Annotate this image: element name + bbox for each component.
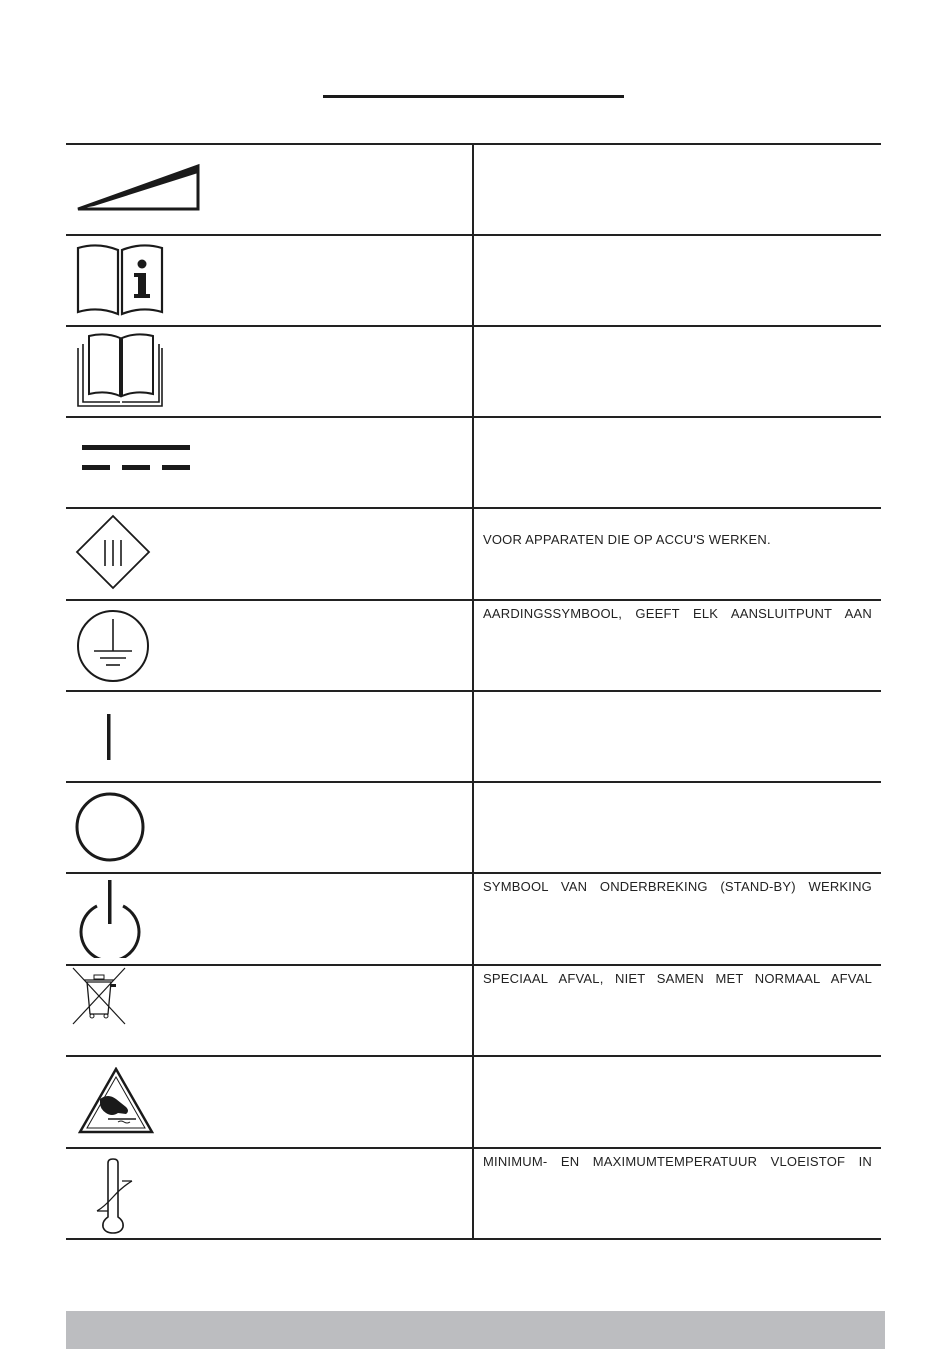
row-description: MINIMUM- EN MAXIMUMTEMPERATUUR VLOEISTOF IN	[483, 1154, 872, 1169]
icon-cell	[66, 143, 472, 234]
table-row	[66, 416, 881, 507]
table-row	[66, 325, 881, 416]
table-row	[66, 1055, 881, 1146]
manual-info-icon	[74, 240, 166, 318]
table-row	[66, 507, 881, 598]
row-description: VOOR APPARATEN DIE OP ACCU'S WERKEN.	[483, 532, 771, 547]
icon-cell	[66, 599, 472, 690]
protective-earth-icon	[74, 607, 152, 685]
row-description: AARDINGSSYMBOOL, GEEFT ELK AANSLUITPUNT AAN	[483, 606, 872, 621]
standby-icon	[78, 878, 142, 958]
ramp-triangle-icon	[76, 161, 201, 213]
table-row	[66, 872, 881, 963]
table-row	[66, 781, 881, 872]
table-row	[66, 599, 881, 690]
weee-crossed-bin-icon	[71, 966, 127, 1026]
icon-cell	[66, 416, 472, 507]
read-manual-book-icon	[76, 330, 166, 410]
table-row	[66, 1147, 881, 1238]
table-row	[66, 143, 881, 234]
hot-surface-warning-icon	[78, 1067, 154, 1135]
icon-cell	[66, 1147, 472, 1238]
icon-cell	[66, 781, 472, 872]
icon-cell	[66, 234, 472, 325]
table-row	[66, 964, 881, 1055]
title-rule	[323, 95, 624, 98]
icon-cell	[66, 507, 472, 598]
footer-bar	[66, 1311, 885, 1349]
power-on-icon	[104, 714, 114, 762]
row-description: SPECIAAL AFVAL, NIET SAMEN MET NORMAAL AFVAL	[483, 971, 872, 986]
class-iii-diamond-icon	[74, 513, 152, 591]
icon-cell	[66, 690, 472, 781]
table-row	[66, 234, 881, 325]
table-row	[66, 690, 881, 781]
power-off-icon	[74, 791, 146, 863]
icon-cell	[66, 325, 472, 416]
icon-cell	[66, 964, 472, 1055]
row-description: SYMBOOL VAN ONDERBREKING (STAND-BY) WERKING	[483, 879, 872, 894]
icon-cell	[66, 872, 472, 963]
temperature-limit-icon	[94, 1157, 136, 1235]
direct-current-icon	[80, 441, 192, 475]
icon-cell	[66, 1055, 472, 1146]
